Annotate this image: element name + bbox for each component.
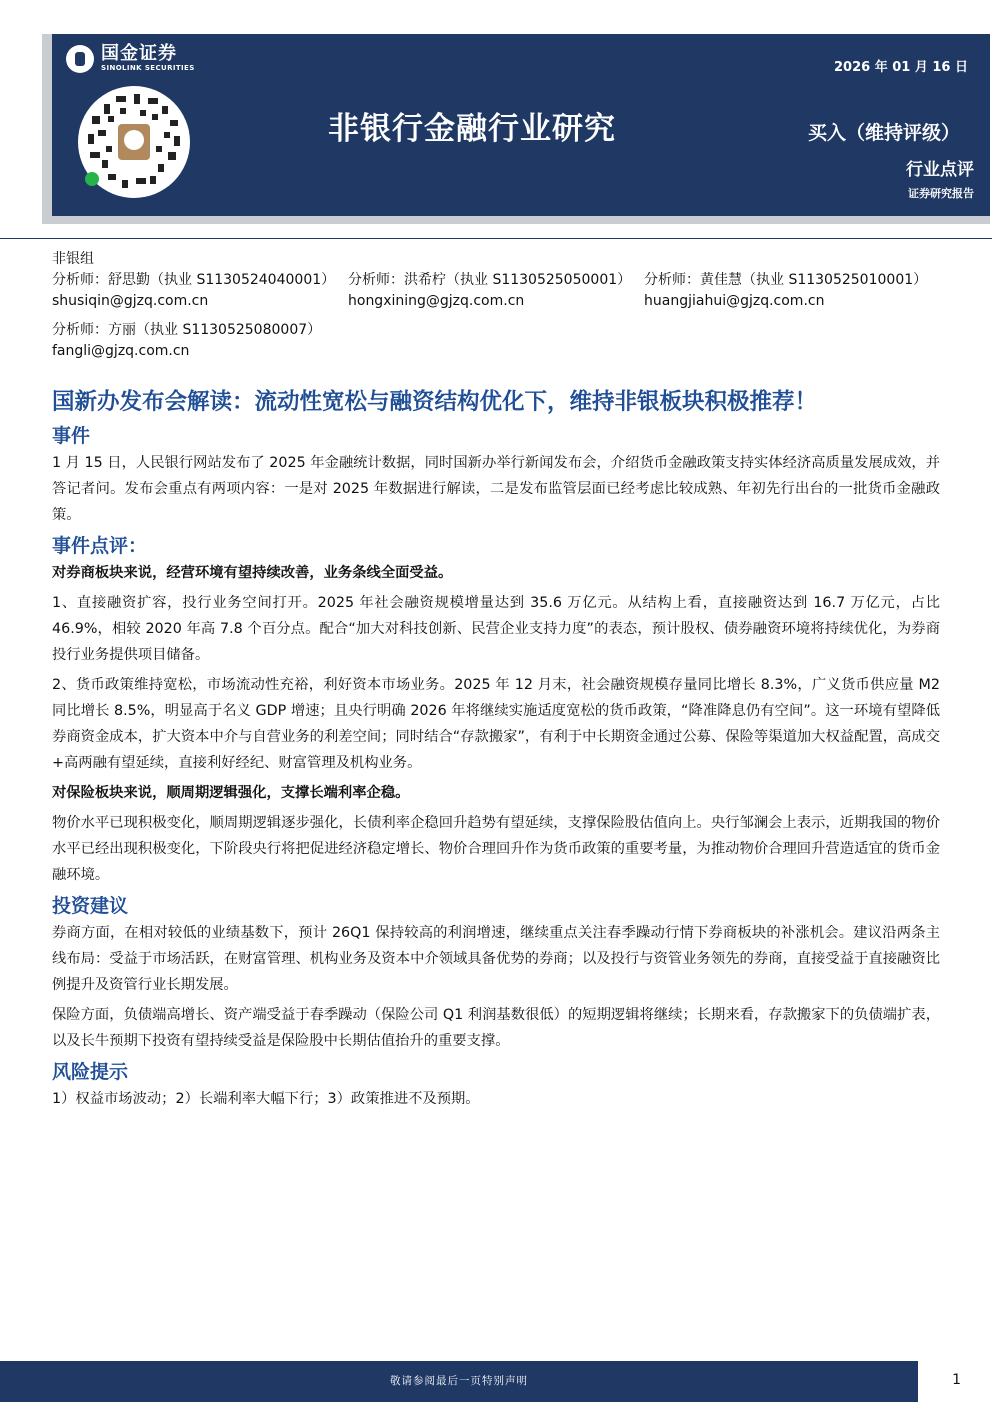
analyst-name: 分析师：洪希柠（执业 S1130525050001） <box>348 272 632 288</box>
logo-en-text: SINOLINK SECURITIES <box>101 64 195 72</box>
report-headline: 国新办发布会解读：流动性宽松与融资结构优化下，维持非银板块积极推荐！ <box>52 389 818 415</box>
analyst-group: 非银组 <box>52 251 94 267</box>
section-heading-advice: 投资建议 <box>52 895 129 917</box>
report-body <box>52 386 940 1116</box>
qr-center-logo <box>118 124 150 160</box>
report-date: 2026 年 01 月 16 日 <box>834 60 968 75</box>
analyst-name: 分析师：黄佳慧（执业 S1130525010001） <box>644 272 928 288</box>
advice-paragraph-2: 保险方面，负债端高增长、资产端受益于春季躁动（保险公司 Q1 利润基数很低）的短期逻辑将继续；长期来看，存款搬家下的负债端扩表，以及长牛预期下投资有望持续受益是保险股中长期估值抬升的重要支撑。 <box>52 1007 940 1049</box>
analyst-email[interactable]: fangli@gjzq.com.cn <box>52 343 190 359</box>
analyst-item <box>52 320 348 362</box>
report-category: 证券研究报告 <box>908 187 974 200</box>
broker-paragraph-2: 2、货币政策维持宽松，市场流动性充裕，利好资本市场业务。2025 年 12 月末，社会融资规模存量同比增长 8.3%，广义货币供应量 M2 同比增长 8.5%，明显高于名义 GDP 增速；且央行明确 2026 年将继续实施适度宽松的货币政策，“降准降息仍有空间”。这一环境有望降低券商资金成本，扩大资本中介与自营业务的利差空间；同时结合“存款搬家”，有利于中长期资金通过公募、保险等渠道加大权益配置，高成交+高两融有望延续，直接利好经纪、财富管理及机构业务。 <box>52 677 940 771</box>
logo-icon <box>66 45 94 73</box>
page-number: 1 <box>952 1372 961 1388</box>
broker-paragraph-1: 1、直接融资扩容，投行业务空间打开。2025 年社会融资规模增量达到 35.6 万亿元。从结构上看，直接融资达到 16.7 万亿元，占比 46.9%，相较 2020 年高 7.8 个百分点。配合“加大对科技创新、民营企业支持力度”的表态，预计股权、债券融资环境将持续优化，为券商投行业务提供项目储备。 <box>52 595 940 663</box>
event-paragraph: 1 月 15 日，人民银行网站发布了 2025 年金融统计数据，同时国新办举行新闻发布会，介绍货币金融政策支持实体经济高质量发展成效，并答记者问。发布会重点有两项内容：一是对 2025 年数据进行解读，二是发布监管层面已经考虑比较成熟、年初先行出台的一批货币金融政策。 <box>52 455 940 523</box>
section-heading-comment: 事件点评： <box>52 535 148 557</box>
footer-bar <box>0 1361 918 1402</box>
insurance-paragraph: 物价水平已现积极变化，顺周期逻辑逐步强化，长债利率企稳回升趋势有望延续，支撑保险股估值向上。央行邹澜会上表示，近期我国的物价水平已经出现积极变化，下阶段央行将把促进经济稳定增长、物价合理回升作为货币政策的重要考量，为推动物价合理回升营造适宜的货币金融环境。 <box>52 815 940 883</box>
analyst-item <box>348 270 644 312</box>
risk-paragraph: 1）权益市场波动；2）长端利率大幅下行；3）政策推进不及预期。 <box>52 1091 480 1107</box>
logo-cn-text: 国金证券 <box>101 43 177 64</box>
analyst-email[interactable]: huangjiahui@gjzq.com.cn <box>644 293 825 309</box>
section-heading-event: 事件 <box>52 425 91 447</box>
insurance-lead: 对保险板块来说，顺周期逻辑强化，支撑长端利率企稳。 <box>52 785 410 801</box>
header-divider <box>0 238 992 239</box>
advice-paragraph-1: 券商方面，在相对较低的业绩基数下，预计 26Q1 保持较高的利润增速，继续重点关注春季躁动行情下券商板块的补涨机会。建议沿两条主线布局：受益于市场活跃，在财富管理、机构业务及资本中介领域具备优势的券商；以及投行与资管业务领先的券商，直接受益于直接融资比例提升及资管行业长期发展。 <box>52 925 940 993</box>
analyst-item <box>52 270 348 312</box>
analyst-email[interactable]: shusiqin@gjzq.com.cn <box>52 293 209 309</box>
analyst-email[interactable]: hongxining@gjzq.com.cn <box>348 293 525 309</box>
footer-disclaimer: 敬请参阅最后一页特别声明 <box>390 1375 528 1387</box>
report-type: 行业点评 <box>906 160 974 180</box>
wechat-badge-icon <box>85 172 99 186</box>
section-heading-risk: 风险提示 <box>52 1061 129 1083</box>
rating-label: 买入（维持评级） <box>807 122 960 144</box>
analyst-name: 分析师：舒思勤（执业 S1130524040001） <box>52 272 336 288</box>
broker-lead: 对券商板块来说，经营环境有望持续改善，业务条线全面受益。 <box>52 565 453 581</box>
report-title: 非银行金融行业研究 <box>328 111 616 147</box>
analyst-item <box>644 270 940 312</box>
analyst-block <box>52 249 962 362</box>
analyst-name: 分析师：方丽（执业 S1130525080007） <box>52 322 322 338</box>
company-logo <box>66 44 195 73</box>
